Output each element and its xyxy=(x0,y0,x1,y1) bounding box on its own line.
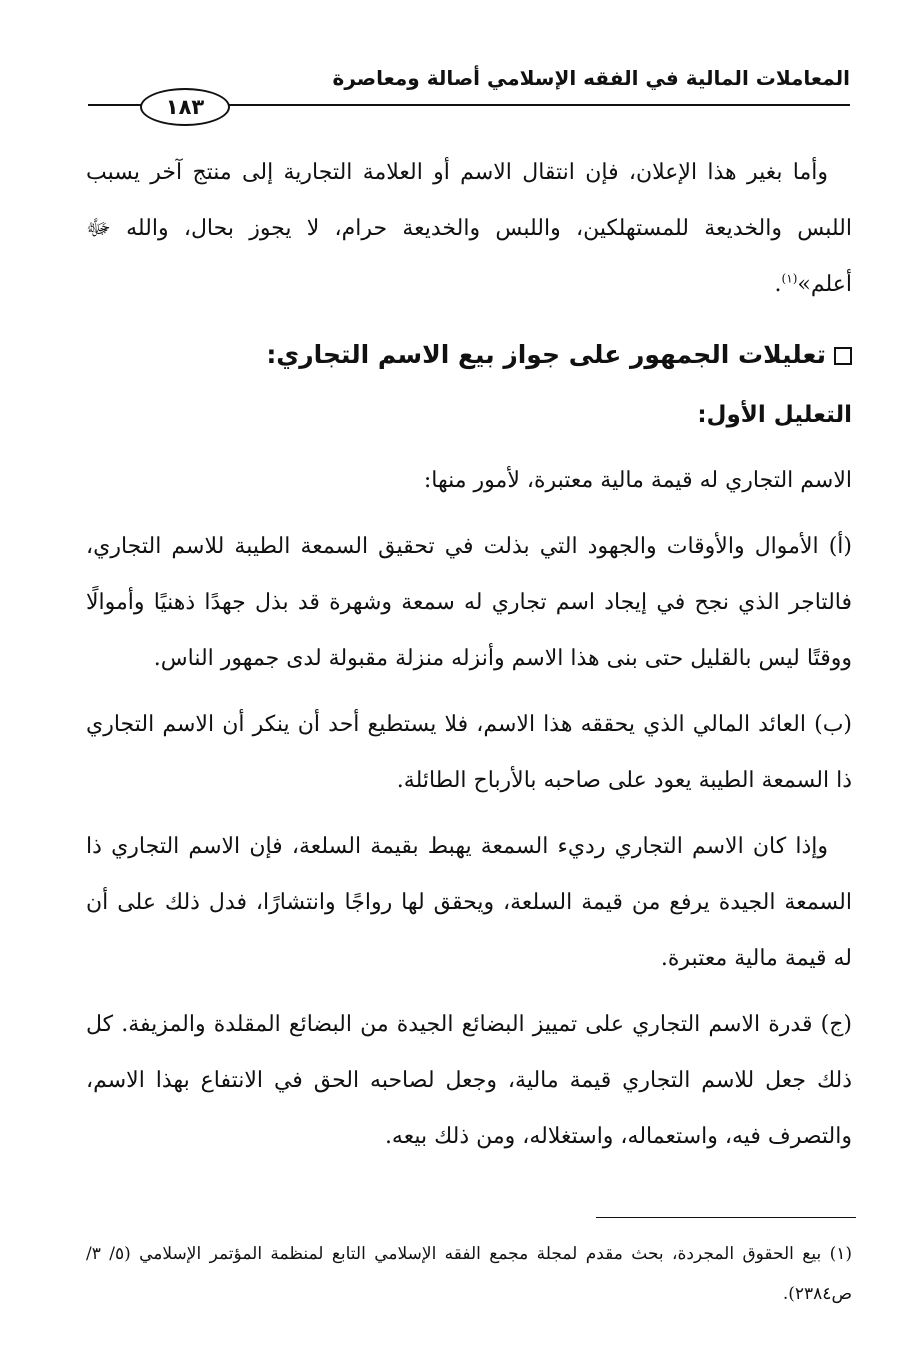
paragraph-continuation xyxy=(86,145,852,313)
paragraph: (ج) قدرة الاسم التجاري على تمييز البضائع الجيدة من البضائع المقلدة والمزيفة. كل ذلك جعل للاسم التجاري قيمة مالية، وجعل لصاحبه الحق في الانتفاع بهذا الاسم، والتصرف فيه، واستعماله، واستغلاله، ومن ذلك بيعه. xyxy=(86,1012,852,1149)
footnotes xyxy=(86,1234,852,1314)
page-body xyxy=(86,145,852,1165)
square-bullet-icon xyxy=(834,347,852,365)
paragraph: (أ) الأموال والأوقات والجهود التي بذلت في تحقيق السمعة الطيبة للاسم التجاري، فالتاجر الذي نجح في إيجاد اسم تجاري له سمعة وشهرة قد بذل جهدًا ذهنيًا وأموالًا ووقتًا ليس بالقليل حتى بنى هذا الاسم وأنزله منزلة مقبولة لدى جمهور الناس. xyxy=(86,534,852,671)
section-heading xyxy=(86,323,852,387)
paragraph-text: وأما بغير هذا الإعلان، فإن انتقال الاسم أو العلامة التجارية إلى منتج آخر يسبب اللبس والخديعة للمستهلكين، واللبس والخديعة حرام، لا يجوز بحال، والله ﷻ أعلم» xyxy=(86,160,852,297)
subheading: التعليل الأول: xyxy=(697,402,852,428)
paragraph: الاسم التجاري له قيمة مالية معتبرة، لأمور منها: xyxy=(423,468,852,493)
paragraph: وإذا كان الاسم التجاري رديء السمعة يهبط بقيمة السلعة، فإن الاسم التجاري ذا السمعة الجيدة يرفع من قيمة السلعة، ويحقق لها رواجًا وانتشارًا، فدل ذلك على أن له قيمة مالية معتبرة. xyxy=(86,834,852,971)
paragraph-end: . xyxy=(774,272,782,297)
paragraph: (ب) العائد المالي الذي يحققه هذا الاسم، فلا يستطيع أحد أن ينكر أن الاسم التجاري ذا السمعة الطيبة يعود على صاحبه بالأرباح الطائلة. xyxy=(86,712,852,793)
footnote-separator xyxy=(596,1217,856,1218)
page-number-badge: ١٨٣ xyxy=(140,88,230,126)
section-heading-text: تعليلات الجمهور على جواز بيع الاسم التجاري: xyxy=(266,340,826,369)
footnote-ref: (١) xyxy=(781,271,798,286)
running-header: المعاملات المالية في الفقه الإسلامي أصالة ومعاصرة xyxy=(332,66,850,90)
footnote: (١) بيع الحقوق المجردة، بحث مقدم لمجلة مجمع الفقه الإسلامي التابع لمنظمة المؤتمر الإسلامي (٥/ ٣/ ص٢٣٨٤). xyxy=(86,1244,852,1304)
